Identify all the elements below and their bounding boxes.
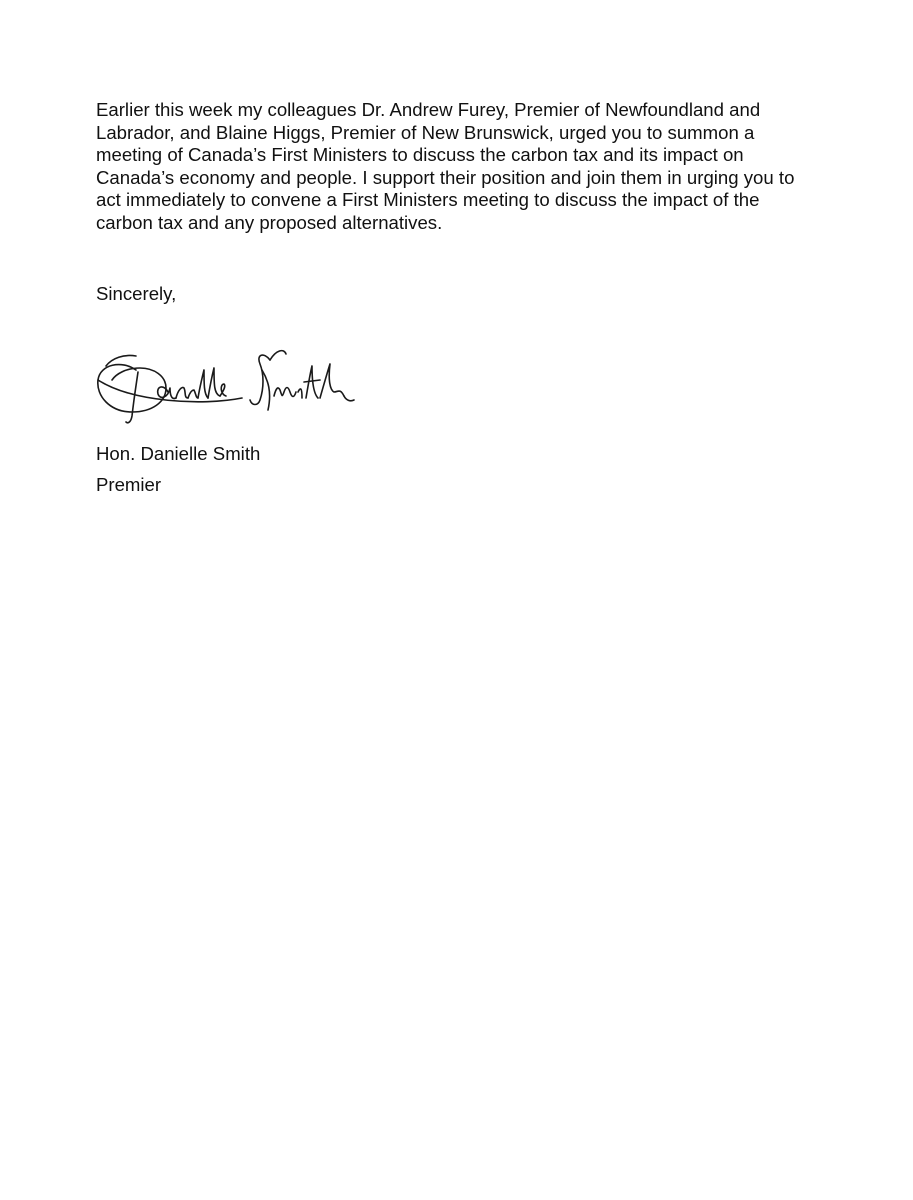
body-line-6: carbon tax and any proposed alternatives. — [96, 212, 443, 233]
signer-title: Premier — [96, 474, 162, 495]
handwritten-signature — [92, 340, 362, 430]
body-line-4: Canada’s economy and people. I support their position and join them in urging you to — [96, 167, 795, 188]
body-line-3: meeting of Canada’s First Ministers to discuss the carbon tax and its impact on — [96, 144, 744, 165]
body-line-2: Labrador, and Blaine Higgs, Premier of New Brunswick, urged you to summon a — [96, 122, 755, 143]
signer-name: Hon. Danielle Smith — [96, 443, 261, 464]
closing-salutation: Sincerely, — [96, 283, 177, 304]
body-line-1: Earlier this week my colleagues Dr. Andrew Furey, Premier of Newfoundland and — [96, 99, 761, 120]
body-line-5: act immediately to convene a First Ministers meeting to discuss the impact of the — [96, 189, 760, 210]
